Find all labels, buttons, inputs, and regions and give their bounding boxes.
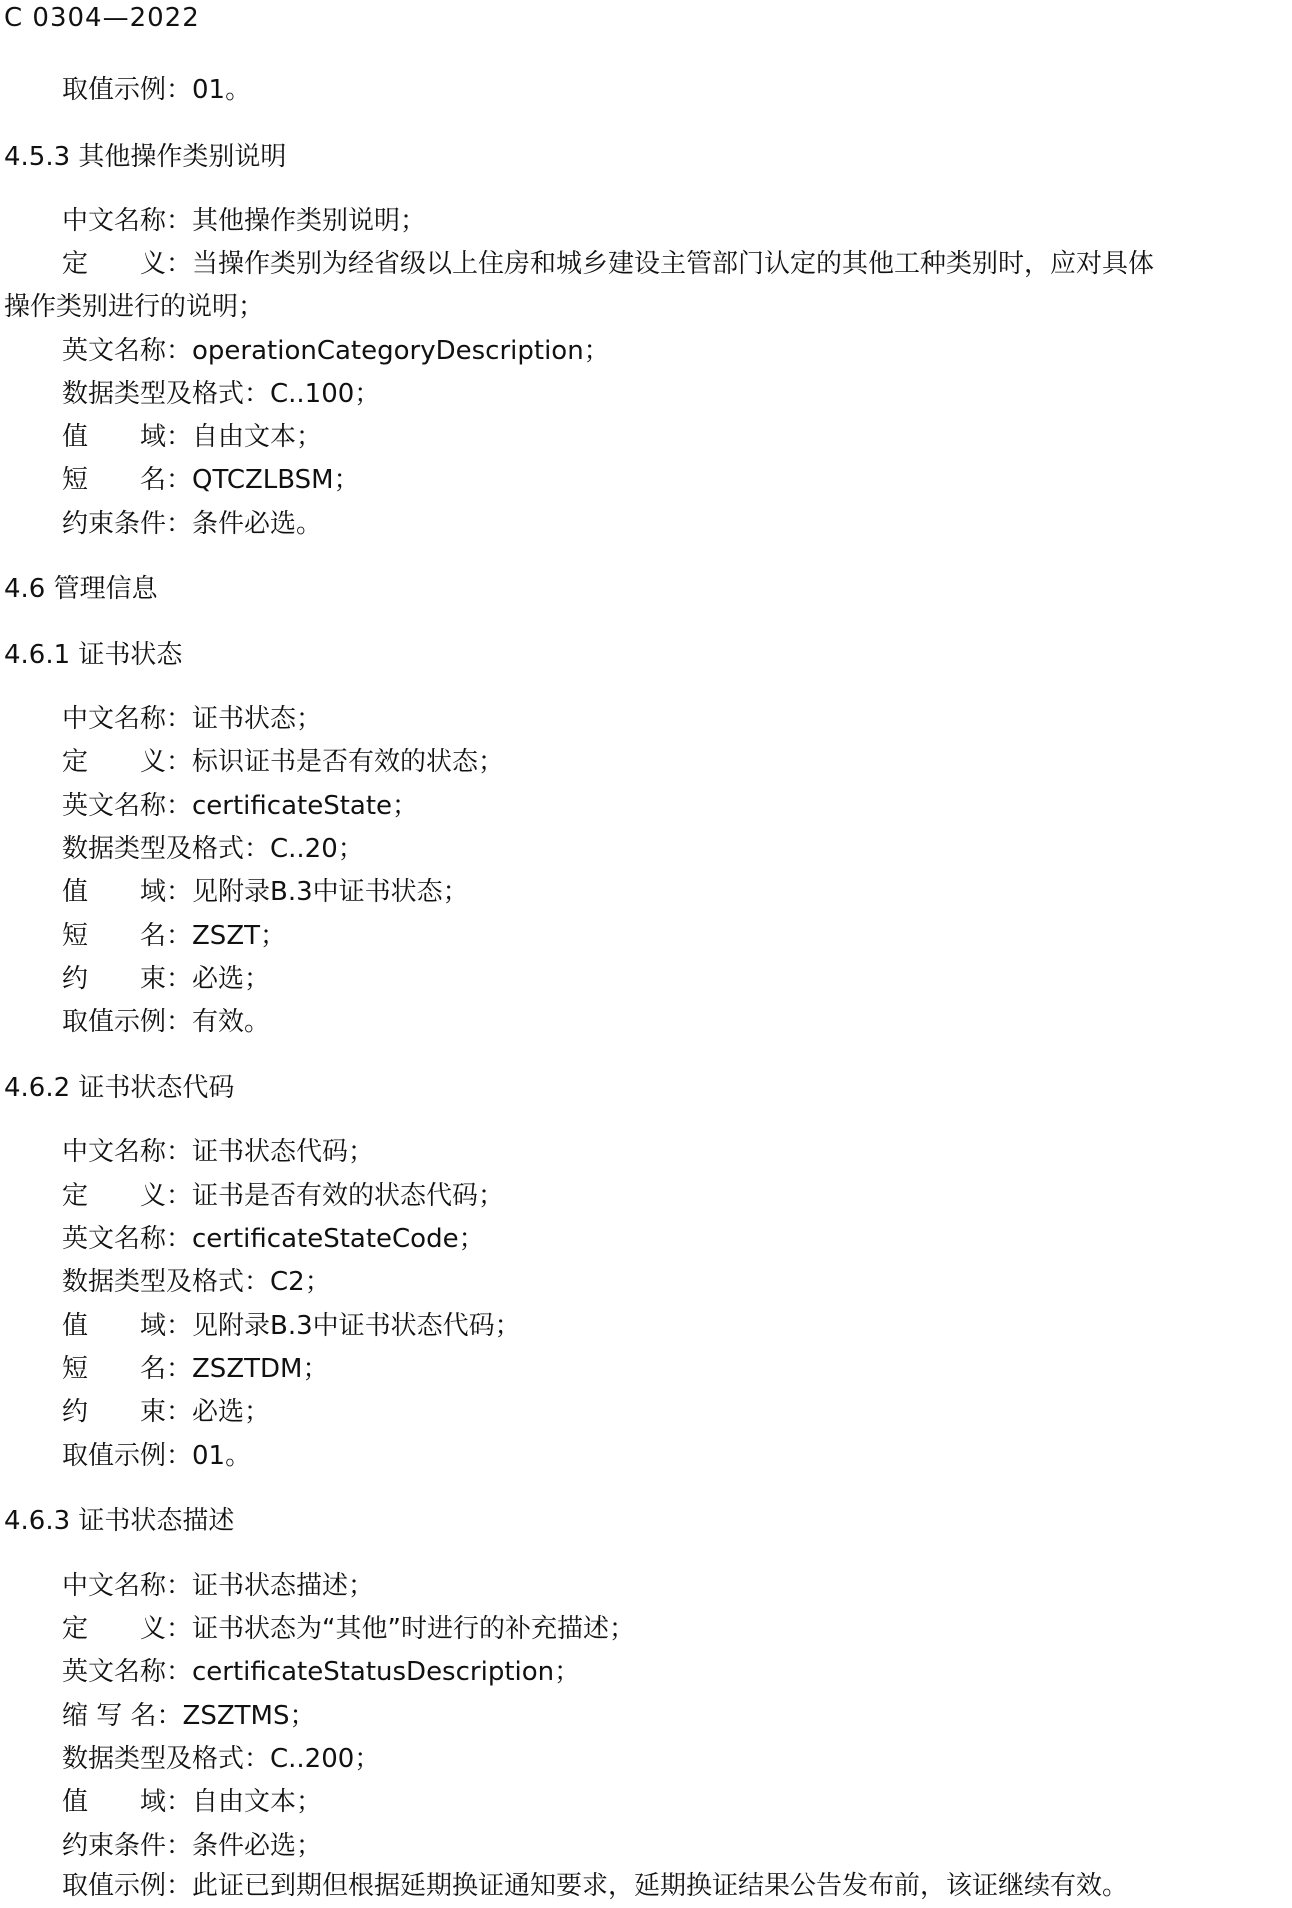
data-type-line: 数据类型及格式：C..100； — [62, 379, 381, 409]
standard-code-header: C 0304—2022 — [4, 3, 200, 33]
short-name-line: 短 名：ZSZT； — [62, 921, 287, 951]
english-name-line: 英文名称：certificateState； — [62, 791, 419, 821]
value-domain-line: 值 域：自由文本； — [62, 422, 323, 452]
chinese-name-line: 中文名称：证书状态代码； — [62, 1137, 375, 1167]
sample-value-line: 取值示例：01。 — [62, 1441, 252, 1471]
constraint-line: 约 束：必选； — [62, 1397, 271, 1427]
section-heading-4-6-2: 4.6.2 证书状态代码 — [4, 1073, 235, 1103]
sample-value-line: 取值示例：有效。 — [62, 1007, 271, 1037]
sample-value-line: 取值示例：01。 — [62, 75, 252, 105]
constraint-line: 约束条件：条件必选。 — [62, 509, 323, 539]
short-name-line: 短 名：ZSZTDM； — [62, 1354, 329, 1384]
short-name-line: 短 名：QTCZLBSM； — [62, 465, 360, 495]
definition-line: 定 义：证书状态为“其他”时进行的补充描述； — [62, 1614, 635, 1644]
chinese-name-line: 中文名称：证书状态描述； — [62, 1571, 375, 1601]
data-type-line: 数据类型及格式：C2； — [62, 1267, 331, 1297]
constraint-line: 约束条件：条件必选； — [62, 1831, 323, 1861]
data-type-line: 数据类型及格式：C..200； — [62, 1744, 381, 1774]
section-heading-4-6-1: 4.6.1 证书状态 — [4, 640, 183, 670]
sample-value-line: 取值示例：此证已到期但根据延期换证通知要求，延期换证结果公告发布前，该证继续有效。 — [62, 1871, 1129, 1901]
section-heading-4-6: 4.6 管理信息 — [4, 574, 158, 604]
value-domain-line: 值 域：见附录B.3中证书状态； — [62, 877, 469, 907]
section-heading-4-5-3: 4.5.3 其他操作类别说明 — [4, 142, 287, 172]
definition-continuation: 操作类别进行的说明； — [4, 292, 265, 322]
value-domain-line: 值 域：自由文本； — [62, 1787, 323, 1817]
english-name-line: 英文名称：certificateStateCode； — [62, 1224, 485, 1254]
chinese-name-line: 中文名称：证书状态； — [62, 704, 323, 734]
constraint-line: 约 束：必选； — [62, 964, 271, 994]
data-type-line: 数据类型及格式：C..20； — [62, 834, 364, 864]
definition-line: 定 义：证书是否有效的状态代码； — [62, 1181, 505, 1211]
chinese-name-line: 中文名称：其他操作类别说明； — [62, 206, 427, 236]
english-name-line: 英文名称：operationCategoryDescription； — [62, 336, 610, 366]
english-name-line: 英文名称：certificateStatusDescription； — [62, 1657, 581, 1687]
abbreviation-line: 缩 写 名：ZSZTMS； — [62, 1701, 316, 1731]
value-domain-line: 值 域：见附录B.3中证书状态代码； — [62, 1311, 521, 1341]
section-heading-4-6-3: 4.6.3 证书状态描述 — [4, 1506, 235, 1536]
definition-line: 定 义：当操作类别为经省级以上住房和城乡建设主管部门认定的其他工种类别时，应对具体 — [62, 249, 1155, 279]
definition-line: 定 义：标识证书是否有效的状态； — [62, 747, 505, 777]
